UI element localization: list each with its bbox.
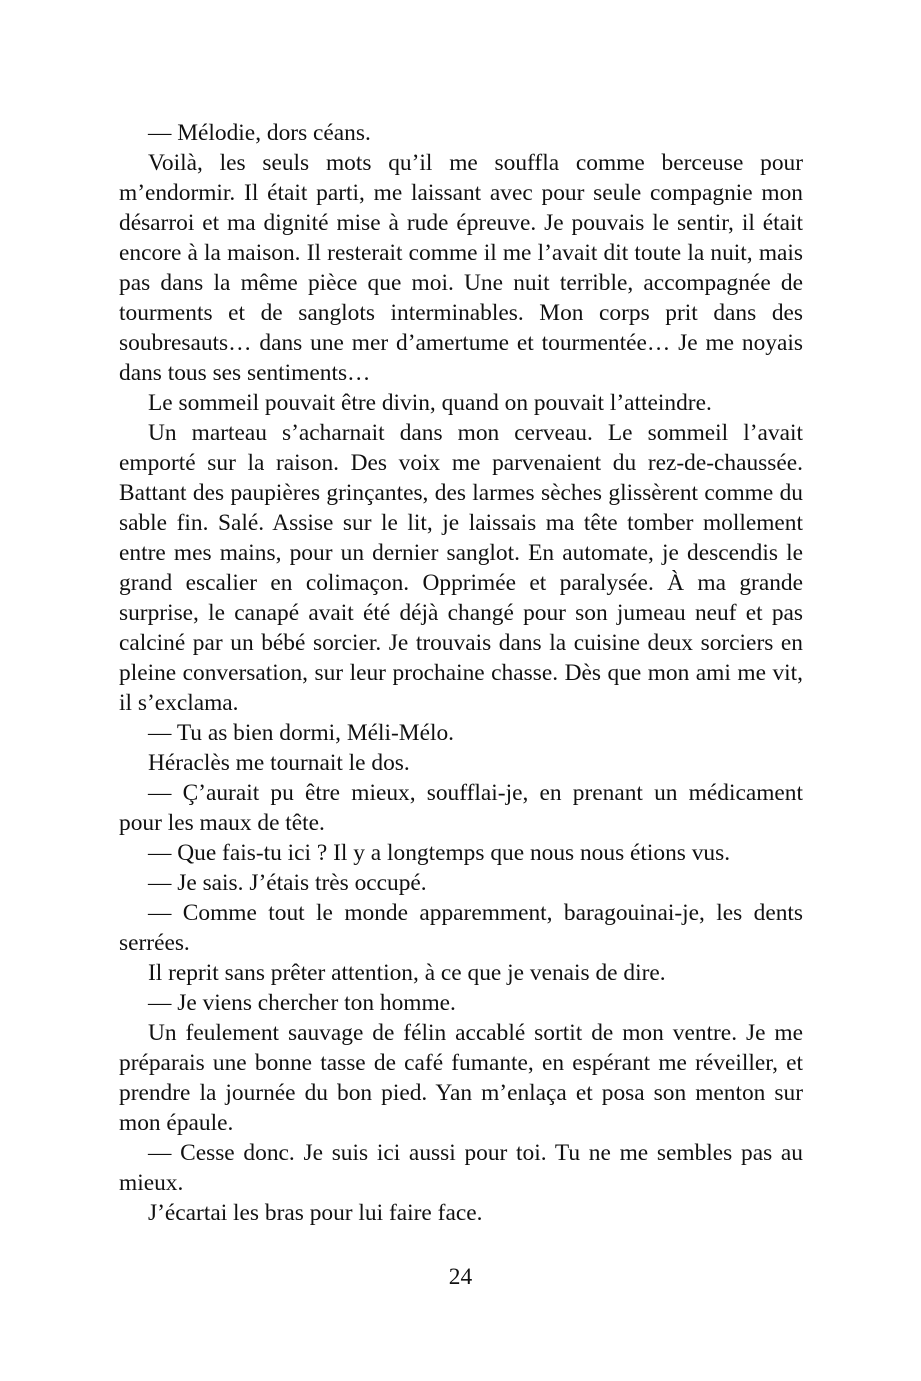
paragraph: Un marteau s’acharnait dans mon cerveau. Le sommeil l’avait emporté sur la raison. Des voix me parvenaient du rez-de-chaussée. Battant des paupières grinçantes, des larmes sèches glissèrent comme du sable fin. Salé. Assise sur le lit, je laissais ma tête tomber mollement entre mes mains, pour un dernier sanglot. En automate, je descendis le grand escalier en colimaçon. Opprimée et paralysée. À ma grande surprise, le canapé avait été déjà changé pour son jumeau neuf et pas calciné par un bébé sorcier. Je trouvais dans la cuisine deux sorciers en pleine conversation, sur leur prochaine chasse. Dès que mon ami me vit, il s’exclama. xyxy=(119,420,803,716)
page-body xyxy=(119,118,803,1228)
dialogue-line: — Cesse donc. Je suis ici aussi pour toi. Tu ne me sembles pas au mieux. xyxy=(119,1140,803,1196)
dialogue-line: — Tu as bien dormi, Méli-Mélo. xyxy=(148,720,455,746)
paragraph: Voilà, les seuls mots qu’il me souffla comme berceuse pour m’endormir. Il était parti, me laissant avec pour seule compagnie mon désarroi et ma dignité mise à rude épreuve. Je pouvais le sentir, il était encore à la maison. Il resterait comme il me l’avait dit toute la nuit, mais pas dans la même pièce que moi. Une nuit terrible, accompagnée de tourments et de sanglots interminables. Mon corps prit dans des soubresauts… dans une mer d’amertume et tourmentée… Je me noyais dans tous ses sentiments… xyxy=(119,150,803,386)
page-number: 24 xyxy=(448,1264,473,1290)
paragraph: Un feulement sauvage de félin accablé sortit de mon ventre. Je me préparais une bonne tasse de café fumante, en espérant me réveiller, et prendre la journée du bon pied. Yan m’enlaça et posa son menton sur mon épaule. xyxy=(119,1020,803,1136)
paragraph: J’écartai les bras pour lui faire face. xyxy=(148,1200,483,1226)
dialogue-line: — Comme tout le monde apparemment, baragouinai-je, les dents serrées. xyxy=(119,900,803,956)
dialogue-line: — Que fais-tu ici ? Il y a longtemps que nous nous étions vus. xyxy=(148,840,731,866)
dialogue-line: — Ç’aurait pu être mieux, soufflai-je, en prenant un médicament pour les maux de tête. xyxy=(119,780,803,836)
dialogue-line: — Je sais. J’étais très occupé. xyxy=(148,870,427,896)
paragraph: Héraclès me tournait le dos. xyxy=(148,750,410,776)
dialogue-line: — Je viens chercher ton homme. xyxy=(148,990,456,1016)
paragraph: Le sommeil pouvait être divin, quand on pouvait l’atteindre. xyxy=(148,390,712,416)
paragraph: — Mélodie, dors céans. xyxy=(148,120,371,146)
paragraph: Il reprit sans prêter attention, à ce que je venais de dire. xyxy=(148,960,666,986)
